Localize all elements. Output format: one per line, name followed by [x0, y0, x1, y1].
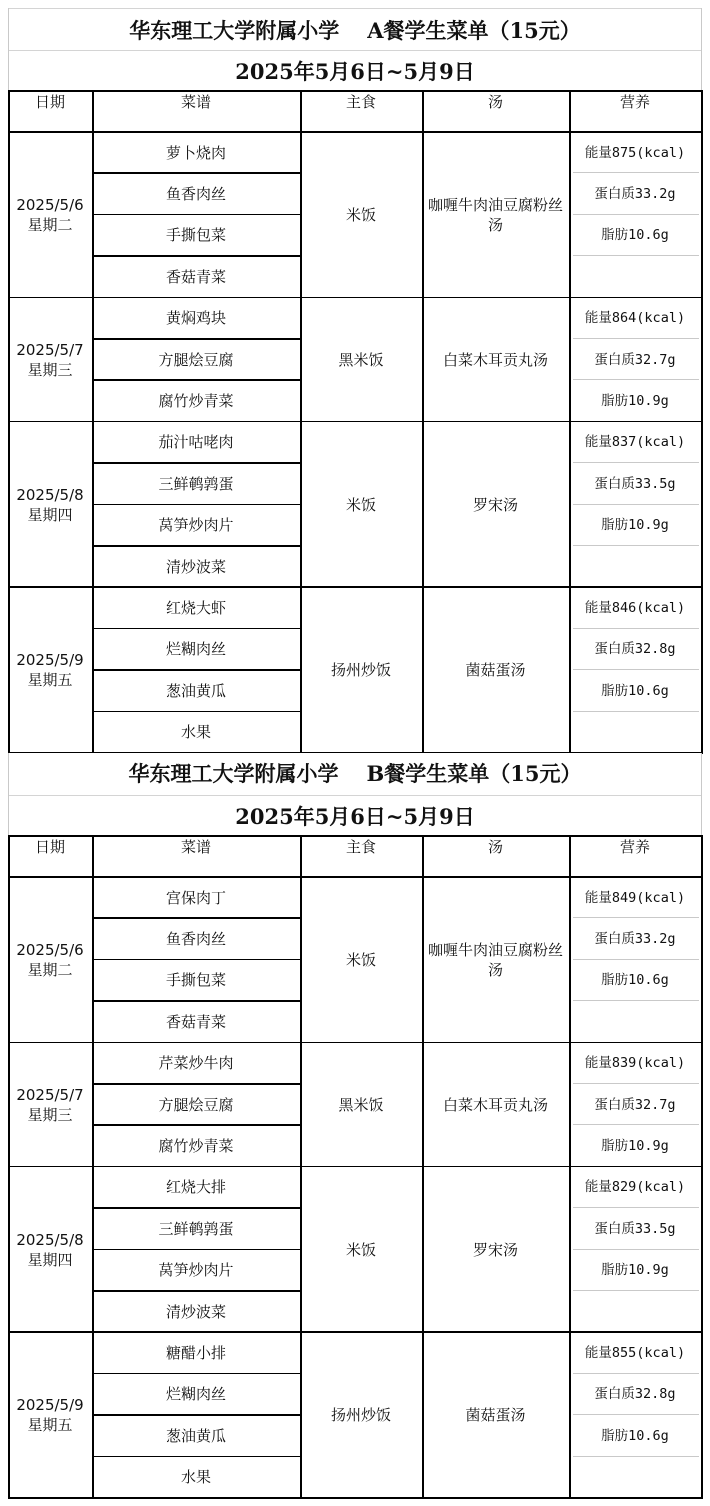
column-header: 营养 [619, 93, 650, 111]
dish-item: 鱼香肉丝 [165, 930, 226, 949]
grid-line [573, 338, 699, 339]
grid-line [92, 669, 300, 671]
nutrition-item: 能量849(kcal) [584, 889, 686, 906]
grid-line [8, 753, 9, 835]
grid-line [573, 462, 699, 463]
grid-line [573, 711, 699, 712]
column-header: 汤 [487, 838, 503, 856]
nutrition-item: 蛋白质33.5g [594, 475, 676, 492]
dish-item: 腐竹炒青菜 [158, 1137, 234, 1156]
grid-line [92, 1249, 300, 1251]
dish-item: 宫保肉丁 [165, 888, 226, 907]
day-date: 2025/5/7 [16, 1085, 84, 1104]
menu-name: A餐学生菜单（15元） [367, 17, 581, 43]
dish-item: 香菇青菜 [165, 267, 226, 286]
menu-name: B餐学生菜单（15元） [366, 761, 582, 786]
day-date-cell [8, 132, 92, 298]
column-header: 主食 [345, 93, 376, 111]
dish-item: 三鲜鹌鹑蛋 [158, 474, 234, 493]
grid-line [8, 8, 9, 90]
dish-item: 方腿烩豆腐 [158, 350, 234, 369]
staple-cell: 米饭 [345, 950, 376, 969]
dish-item: 三鲜鹌鹑蛋 [158, 1219, 234, 1238]
dish-item: 黄焖鸡块 [165, 309, 226, 328]
nutrition-item: 能量839(kcal) [584, 1055, 686, 1072]
grid-line [92, 1124, 300, 1126]
grid-line [92, 90, 94, 753]
grid-line [701, 8, 702, 90]
nutrition-item: 能量864(kcal) [584, 310, 686, 327]
staple-cell: 黑米饭 [338, 350, 384, 369]
grid-line [92, 1290, 300, 1292]
nutrition-item: 蛋白质32.7g [594, 1096, 676, 1113]
nutrition-item: 蛋白质32.8g [594, 641, 676, 658]
grid-line [8, 835, 703, 837]
nutrition-empty [569, 1291, 701, 1332]
grid-line [573, 628, 699, 629]
grid-line [92, 338, 300, 340]
nutrition-empty [569, 256, 701, 297]
grid-line [573, 1373, 699, 1374]
day-date-cell [8, 1043, 92, 1167]
dish-item: 腐竹炒青菜 [158, 392, 234, 411]
column-header: 日期 [34, 93, 65, 111]
grid-line [573, 1083, 699, 1084]
day-date: 2025/5/6 [16, 940, 84, 959]
dish-item: 红烧大虾 [165, 599, 226, 618]
dish-item: 清炒波菜 [165, 1302, 226, 1321]
soup-cell: 罗宋汤 [472, 495, 518, 514]
menu-title [8, 753, 702, 793]
dish-item: 烂糊肉丝 [165, 640, 226, 659]
dish-item: 鱼香肉丝 [165, 185, 226, 204]
grid-line [573, 669, 699, 670]
grid-line [701, 90, 703, 753]
column-header: 菜谱 [180, 838, 211, 856]
nutrition-item: 脂肪10.6g [601, 1427, 669, 1444]
grid-line [573, 917, 699, 918]
dish-item: 茄汁咕咾肉 [158, 433, 234, 452]
day-date-cell [8, 1332, 92, 1498]
soup-cell: 菌菇蛋汤 [465, 661, 526, 680]
nutrition-item: 能量875(kcal) [584, 144, 686, 161]
dish-item: 萝卜烧肉 [165, 143, 226, 162]
grid-line [92, 1000, 300, 1002]
day-weekday: 星期四 [27, 505, 73, 524]
nutrition-item: 脂肪10.6g [601, 972, 669, 989]
menu-title [8, 8, 702, 50]
day-weekday: 星期三 [27, 360, 73, 379]
day-weekday: 星期二 [27, 215, 73, 234]
date-range: 2025年5月6日~5月9日 [8, 795, 702, 835]
column-header: 菜谱 [180, 93, 211, 111]
nutrition-item: 能量837(kcal) [584, 434, 686, 451]
day-date: 2025/5/7 [16, 340, 84, 359]
nutrition-item: 能量846(kcal) [584, 600, 686, 617]
column-header: 汤 [487, 93, 503, 111]
day-date: 2025/5/8 [16, 1230, 84, 1249]
grid-line [422, 835, 424, 1498]
day-date-cell [8, 877, 92, 1043]
nutrition-item: 脂肪10.6g [601, 682, 669, 699]
school-name: 华东理工大学附属小学 [129, 17, 340, 43]
nutrition-item: 脂肪10.6g [601, 227, 669, 244]
dish-item: 方腿烩豆腐 [158, 1095, 234, 1114]
day-date-cell [8, 422, 92, 588]
grid-line [92, 255, 300, 257]
grid-line [92, 711, 300, 713]
school-name: 华东理工大学附属小学 [128, 761, 339, 786]
day-date-cell [8, 1167, 92, 1333]
nutrition-item: 蛋白质33.2g [594, 931, 676, 948]
grid-line [701, 835, 703, 1498]
staple-cell: 米饭 [345, 495, 376, 514]
grid-line [8, 835, 10, 1498]
dish-item: 莴笋炒肉片 [158, 516, 234, 535]
grid-line [573, 545, 699, 546]
dish-item: 葱油黄瓜 [165, 1426, 226, 1445]
soup-cell: 白菜木耳贡丸汤 [442, 350, 548, 369]
nutrition-item: 能量829(kcal) [584, 1179, 686, 1196]
nutrition-item: 能量855(kcal) [584, 1345, 686, 1362]
day-date: 2025/5/9 [16, 1396, 84, 1415]
grid-line [92, 214, 300, 216]
grid-line [573, 959, 699, 960]
grid-line [573, 504, 699, 505]
grid-line [92, 628, 300, 630]
column-header: 日期 [34, 838, 65, 856]
dish-item: 烂糊肉丝 [165, 1385, 226, 1404]
day-date: 2025/5/8 [16, 485, 84, 504]
dish-item: 葱油黄瓜 [165, 681, 226, 700]
nutrition-item: 脂肪10.9g [601, 393, 669, 410]
staple-cell: 扬州炒饭 [330, 1406, 391, 1425]
nutrition-empty [569, 712, 701, 753]
day-weekday: 星期五 [27, 671, 73, 690]
nutrition-empty [569, 1001, 701, 1042]
column-header: 主食 [345, 838, 376, 856]
dish-item: 莴笋炒肉片 [158, 1261, 234, 1280]
grid-line [573, 255, 699, 256]
grid-line [573, 1290, 699, 1291]
grid-line [573, 1124, 699, 1125]
grid-line [92, 1414, 300, 1416]
dish-item: 清炒波菜 [165, 557, 226, 576]
soup-cell: 菌菇蛋汤 [465, 1406, 526, 1425]
nutrition-item: 蛋白质33.5g [594, 1220, 676, 1237]
grid-line [92, 917, 300, 919]
grid-line [573, 172, 699, 173]
grid-line [92, 1207, 300, 1209]
soup-cell: 罗宋汤 [472, 1240, 518, 1259]
dish-item: 芹菜炒牛肉 [158, 1054, 234, 1073]
day-date: 2025/5/9 [16, 651, 84, 670]
grid-line [569, 835, 571, 1498]
column-header: 营养 [619, 838, 650, 856]
grid-line [92, 462, 300, 464]
day-weekday: 星期四 [27, 1250, 73, 1269]
grid-line [92, 1373, 300, 1375]
nutrition-empty [569, 1457, 701, 1498]
grid-line [573, 1414, 699, 1415]
staple-cell: 米饭 [345, 205, 376, 224]
dish-item: 糖醋小排 [165, 1344, 226, 1363]
staple-cell: 扬州炒饭 [330, 661, 391, 680]
grid-line [92, 1456, 300, 1458]
soup-cell: 咖喱牛肉油豆腐粉丝汤 [427, 195, 563, 234]
grid-line [573, 1207, 699, 1208]
grid-line [92, 959, 300, 961]
dish-item: 香菇青菜 [165, 1012, 226, 1031]
grid-line [569, 90, 571, 753]
grid-line [300, 90, 302, 753]
grid-line [92, 172, 300, 174]
grid-line [573, 214, 699, 215]
staple-cell: 黑米饭 [338, 1095, 384, 1114]
grid-line [701, 753, 702, 835]
grid-line [573, 1249, 699, 1250]
nutrition-item: 蛋白质32.7g [594, 351, 676, 368]
day-weekday: 星期五 [27, 1416, 73, 1435]
grid-line [92, 1083, 300, 1085]
day-date-cell [8, 587, 92, 753]
nutrition-item: 脂肪10.9g [601, 1262, 669, 1279]
day-date-cell [8, 298, 92, 422]
nutrition-item: 蛋白质32.8g [594, 1386, 676, 1403]
day-weekday: 星期三 [27, 1105, 73, 1124]
soup-cell: 白菜木耳贡丸汤 [442, 1095, 548, 1114]
dish-item: 手撕包菜 [165, 971, 226, 990]
grid-line [573, 379, 699, 380]
grid-line [92, 545, 300, 547]
grid-line [92, 835, 94, 1498]
nutrition-item: 脂肪10.9g [601, 517, 669, 534]
grid-line [573, 1456, 699, 1457]
dish-item: 水果 [180, 1468, 211, 1487]
grid-line [573, 1000, 699, 1001]
dish-item: 手撕包菜 [165, 226, 226, 245]
day-date: 2025/5/6 [16, 195, 84, 214]
dish-item: 红烧大排 [165, 1178, 226, 1197]
grid-line [8, 90, 10, 753]
date-range: 2025年5月6日~5月9日 [8, 50, 702, 90]
grid-line [8, 90, 703, 92]
soup-cell: 咖喱牛肉油豆腐粉丝汤 [427, 940, 563, 979]
nutrition-empty [569, 546, 701, 587]
day-weekday: 星期二 [27, 960, 73, 979]
nutrition-item: 蛋白质33.2g [594, 186, 676, 203]
staple-cell: 米饭 [345, 1240, 376, 1259]
dish-item: 水果 [180, 723, 211, 742]
grid-line [92, 504, 300, 506]
grid-line [92, 379, 300, 381]
grid-line [422, 90, 424, 753]
nutrition-item: 脂肪10.9g [601, 1138, 669, 1155]
grid-line [300, 835, 302, 1498]
grid-line [8, 1497, 703, 1499]
